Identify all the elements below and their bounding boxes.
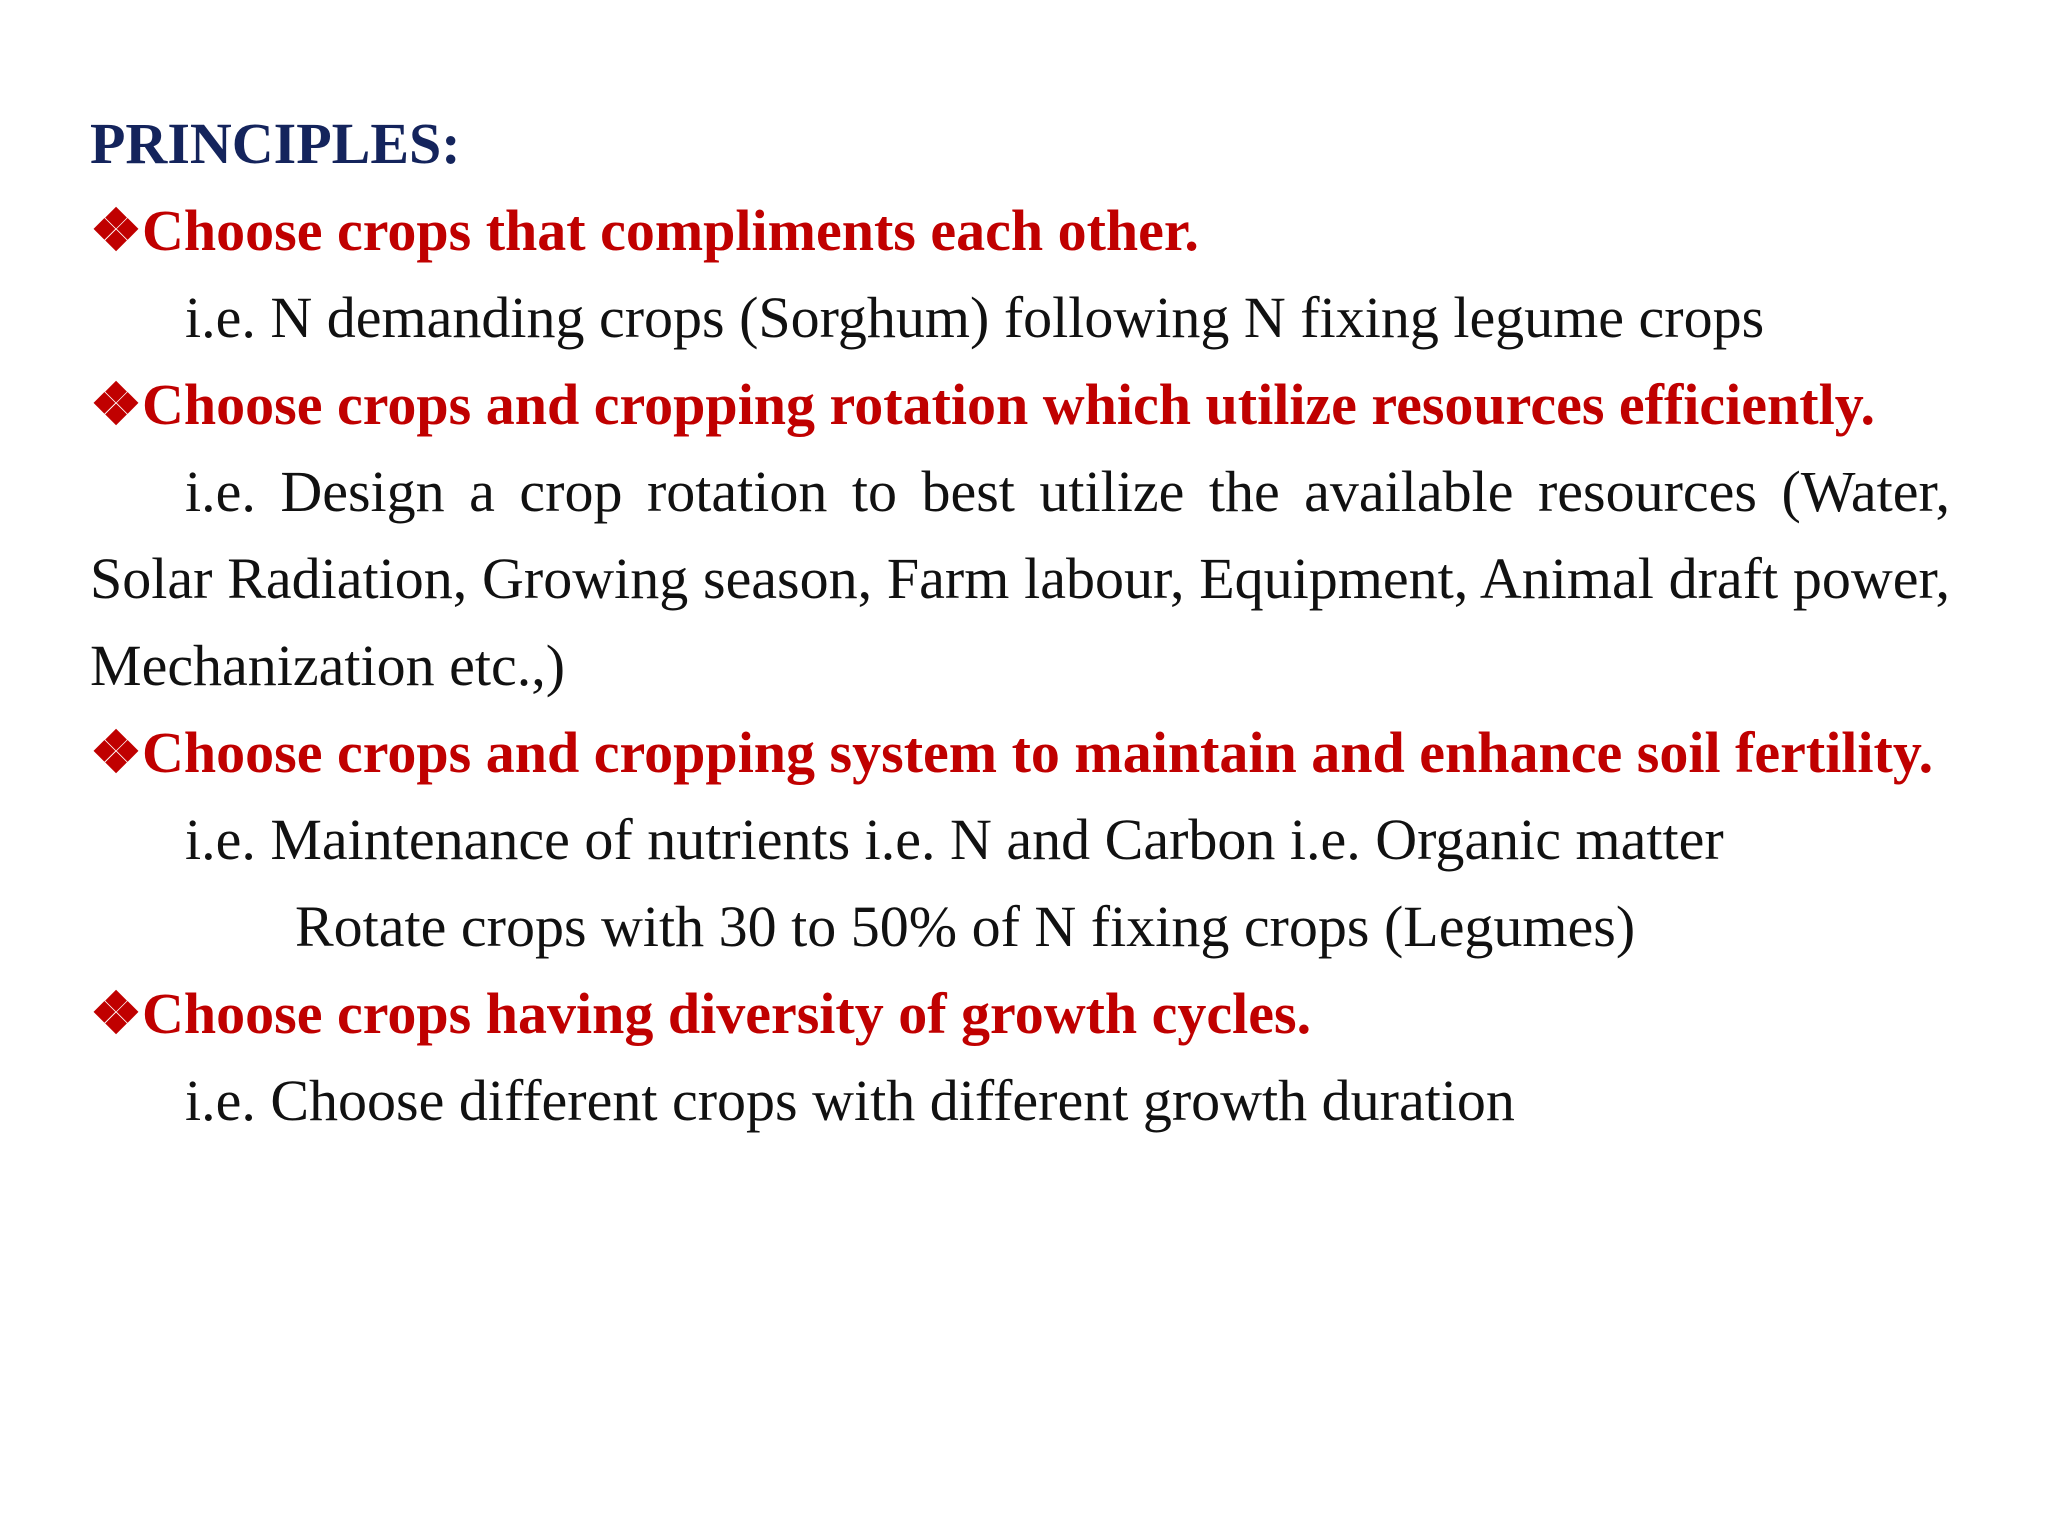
principle-2-detail: i.e. Design a crop rotation to best utilize the available resources (Water, Solar Radiation, Growing season, Farm labour, Equipment, Animal draft power, Mechanization etc.,): [90, 459, 1950, 698]
principle-1: [90, 187, 1950, 274]
principle-1-detail: i.e. N demanding crops (Sorghum) following N fixing legume crops: [185, 285, 1765, 350]
principle-4: [90, 970, 1950, 1057]
principle-3: [90, 709, 1950, 796]
principle-3-title: Choose crops and cropping system to maintain and enhance soil fertility.: [142, 720, 1934, 785]
principle-2-title: Choose crops and cropping rotation which utilize resources efficiently.: [142, 372, 1876, 437]
principle-4-title: Choose crops having diversity of growth cycles.: [142, 981, 1312, 1046]
principle-1-title: Choose crops that compliments each other.: [142, 198, 1199, 263]
slide-content: [90, 100, 1950, 1144]
diamond-bullet-icon: ❖: [90, 198, 142, 263]
principle-4-detail: i.e. Choose different crops with different growth duration: [185, 1068, 1515, 1133]
principle-3-subdetail: Rotate crops with 30 to 50% of N fixing crops (Legumes): [295, 894, 1636, 959]
diamond-bullet-icon: ❖: [90, 372, 142, 437]
diamond-bullet-icon: ❖: [90, 981, 142, 1046]
principle-3-detail: i.e. Maintenance of nutrients i.e. N and Carbon i.e. Organic matter: [185, 807, 1724, 872]
principle-2: [90, 361, 1950, 448]
diamond-bullet-icon: ❖: [90, 720, 142, 785]
slide-heading: PRINCIPLES:: [90, 111, 461, 176]
